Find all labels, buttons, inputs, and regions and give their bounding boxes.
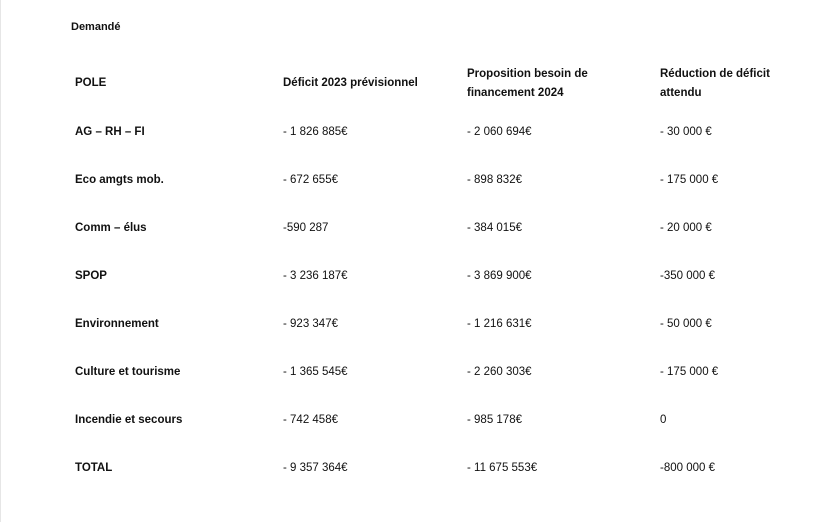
cell-financement-2024: - 1 216 631€ [467, 317, 532, 330]
cell-financement-2024: - 2 060 694€ [467, 125, 532, 138]
cell-pole: Comm – élus [75, 221, 147, 234]
cell-financement-2024: - 2 260 303€ [467, 365, 532, 378]
table-total-row [67, 444, 807, 492]
table-header-row [67, 59, 807, 108]
table-row [67, 204, 807, 252]
budget-table [67, 59, 807, 492]
cell-deficit-2023: -590 287 [283, 221, 329, 234]
cell-reduction: - 50 000 € [660, 317, 712, 330]
cell-pole: SPOP [75, 269, 107, 282]
cell-pole: TOTAL [75, 461, 113, 474]
cell-deficit-2023: - 923 347€ [283, 317, 338, 330]
cell-pole: Eco amgts mob. [75, 173, 164, 186]
cell-pole: AG – RH – FI [75, 125, 145, 138]
cell-pole: Environnement [75, 317, 159, 330]
cell-financement-2024: - 3 869 900€ [467, 269, 532, 282]
header-deficit-2023: Déficit 2023 prévisionnel [283, 77, 418, 89]
cell-deficit-2023: - 9 357 364€ [283, 461, 348, 474]
header-financement-2024: Proposition besoin de financement 2024 [467, 67, 588, 99]
cell-deficit-2023: - 672 655€ [283, 173, 338, 186]
cell-financement-2024: - 985 178€ [467, 413, 522, 426]
table-row [67, 396, 807, 444]
cell-reduction: 0 [660, 413, 667, 426]
cell-reduction: -350 000 € [660, 269, 715, 282]
cell-financement-2024: - 11 675 553€ [467, 461, 538, 474]
table-row [67, 252, 807, 300]
cell-reduction: - 30 000 € [660, 125, 712, 138]
cell-reduction: - 175 000 € [660, 365, 719, 378]
cell-deficit-2023: - 742 458€ [283, 413, 338, 426]
header-pole: POLE [75, 77, 107, 89]
cell-deficit-2023: - 3 236 187€ [283, 269, 348, 282]
cell-reduction: - 20 000 € [660, 221, 712, 234]
cell-pole: Incendie et secours [75, 413, 183, 426]
cell-financement-2024: - 898 832€ [467, 173, 522, 186]
table-row [67, 156, 807, 204]
cell-financement-2024: - 384 015€ [467, 221, 522, 234]
table-row [67, 348, 807, 396]
cell-deficit-2023: - 1 826 885€ [283, 125, 348, 138]
cell-deficit-2023: - 1 365 545€ [283, 365, 348, 378]
cell-reduction: -800 000 € [660, 461, 715, 474]
header-reduction: Réduction de déficit attendu [660, 67, 770, 99]
cell-reduction: - 175 000 € [660, 173, 719, 186]
cell-pole: Culture et tourisme [75, 365, 181, 378]
table-caption: Demandé [71, 21, 121, 33]
table-row [67, 108, 807, 156]
table-row [67, 300, 807, 348]
